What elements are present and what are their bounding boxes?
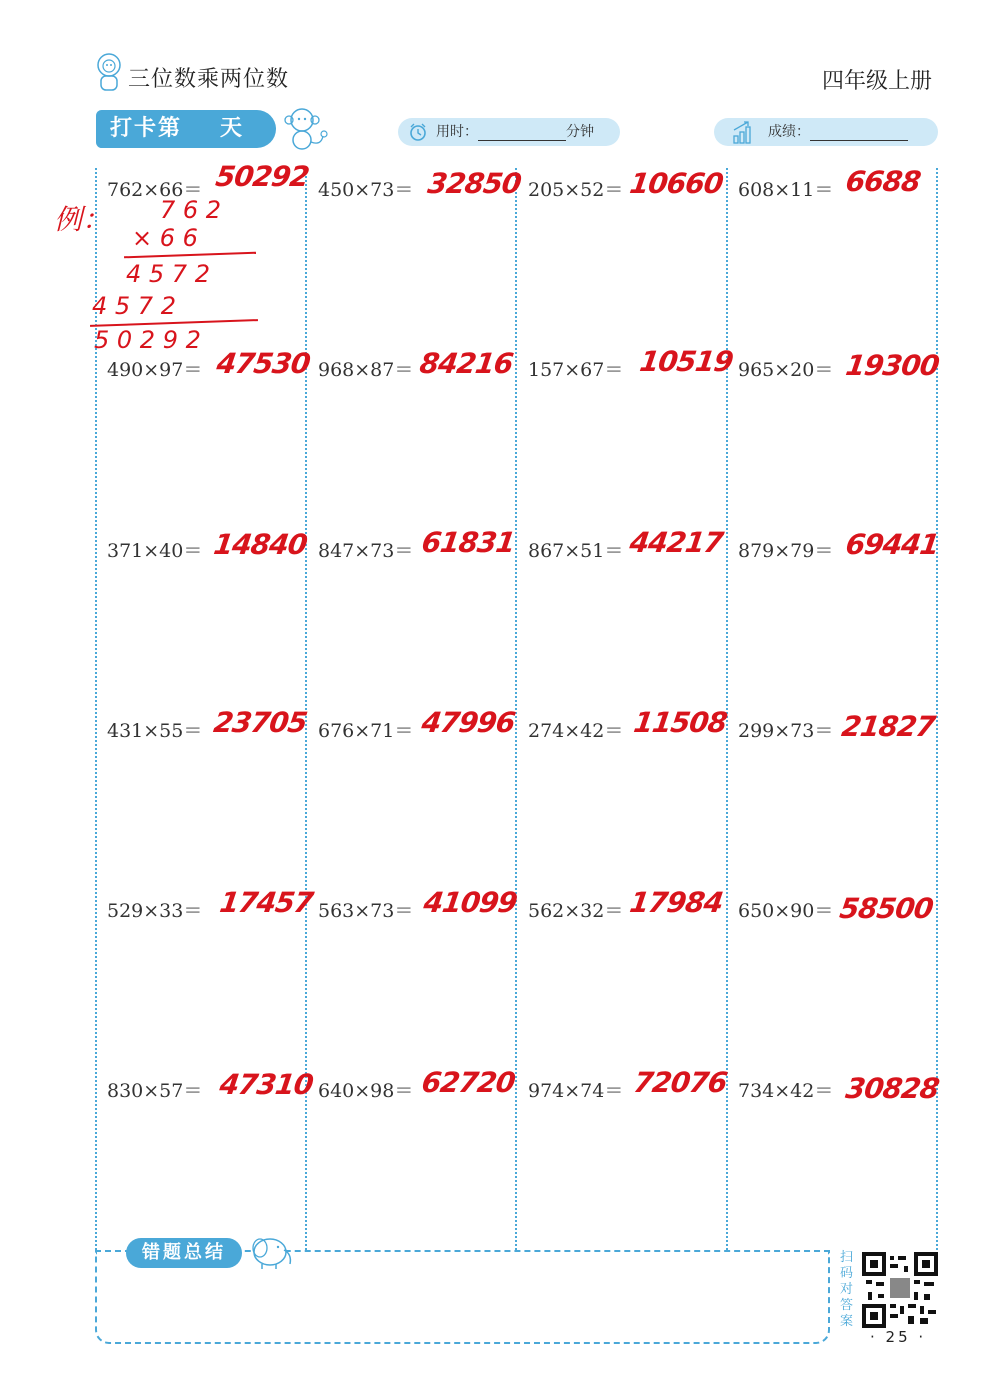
monkey-mascot-icon xyxy=(280,104,330,152)
problem-text: 734×42＝ xyxy=(738,1080,834,1102)
problem-text: 847×73＝ xyxy=(318,540,414,562)
page-title: 三位数乘两位数 xyxy=(128,67,290,92)
problem-text: 965×20＝ xyxy=(738,359,834,381)
handwritten-answer: 41099 xyxy=(421,886,519,919)
handwritten-answer: 17457 xyxy=(217,886,315,919)
problem-text: 762×66＝ xyxy=(107,179,203,201)
checkin-day-suffix: 天 xyxy=(220,116,245,141)
handwritten-answer: 61831 xyxy=(419,526,517,559)
clock-icon xyxy=(408,122,428,142)
handwritten-answer: 6688 xyxy=(843,165,923,198)
problem-text: 640×98＝ xyxy=(318,1080,414,1102)
time-field xyxy=(398,118,620,146)
handwritten-answer: 11508 xyxy=(631,706,729,739)
handwritten-answer: 69441 xyxy=(843,528,941,561)
handwritten-answer: 17984 xyxy=(627,886,725,919)
handwritten-answer: 14840 xyxy=(211,528,309,561)
problem-text: 371×40＝ xyxy=(107,540,203,562)
problem-text: 157×67＝ xyxy=(528,359,624,381)
example-work-line: 4 5 7 2 xyxy=(92,292,176,320)
time-unit: 分钟 xyxy=(566,124,594,140)
problem-text: 676×71＝ xyxy=(318,720,414,742)
problem-text: 274×42＝ xyxy=(528,720,624,742)
problem-text: 205×52＝ xyxy=(528,179,624,201)
qr-code-icon[interactable] xyxy=(862,1252,938,1328)
bar-chart-icon xyxy=(732,120,754,144)
problem-text: 608×11＝ xyxy=(738,179,834,201)
handwritten-answer: 47310 xyxy=(217,1068,315,1101)
handwritten-answer: 30828 xyxy=(843,1072,941,1105)
problem-text: 650×90＝ xyxy=(738,900,834,922)
example-work-line: 5 0 2 9 2 xyxy=(94,326,201,354)
qr-label: 扫码对答案 xyxy=(840,1250,854,1329)
score-label: 成绩： xyxy=(768,124,810,140)
handwritten-answer: 10660 xyxy=(627,167,725,200)
handwritten-answer: 44217 xyxy=(627,526,725,559)
handwritten-answer: 72076 xyxy=(631,1066,729,1099)
checkin-tab xyxy=(96,110,276,148)
problem-text: 974×74＝ xyxy=(528,1080,624,1102)
problem-text: 867×51＝ xyxy=(528,540,624,562)
problem-text: 431×55＝ xyxy=(107,720,203,742)
checkin-label: 打卡第 xyxy=(110,116,183,141)
example-label: 例： xyxy=(54,203,111,236)
time-blank[interactable] xyxy=(478,124,566,141)
handwritten-answer: 84216 xyxy=(417,347,515,380)
example-work-line: 7 6 2 xyxy=(160,196,222,224)
example-work-line: 4 5 7 2 xyxy=(126,260,210,288)
handwritten-answer: 23705 xyxy=(211,706,309,739)
score-blank[interactable] xyxy=(810,124,908,141)
problem-text: 450×73＝ xyxy=(318,179,414,201)
handwritten-answer: 19300 xyxy=(843,349,941,382)
elephant-mascot-icon xyxy=(246,1230,296,1270)
mistake-summary-tab: 错题总结 xyxy=(126,1238,242,1268)
grade-label: 四年级上册 xyxy=(821,69,932,94)
handwritten-answer: 58500 xyxy=(837,892,935,925)
problem-text: 529×33＝ xyxy=(107,900,203,922)
problem-text: 879×79＝ xyxy=(738,540,834,562)
problem-text: 563×73＝ xyxy=(318,900,414,922)
handwritten-answer: 32850 xyxy=(425,167,523,200)
problem-text: 490×97＝ xyxy=(107,359,203,381)
handwritten-answer: 50292 xyxy=(213,160,311,193)
problem-text: 968×87＝ xyxy=(318,359,414,381)
handwritten-answer: 47530 xyxy=(214,347,312,380)
problem-text: 830×57＝ xyxy=(107,1080,203,1102)
problem-text: 299×73＝ xyxy=(738,720,834,742)
handwritten-answer: 10519 xyxy=(637,345,735,378)
lion-mascot-icon xyxy=(92,52,126,92)
page-number: · 25 · xyxy=(870,1328,927,1346)
handwritten-answer: 62720 xyxy=(419,1066,517,1099)
time-label: 用时： xyxy=(436,124,478,140)
handwritten-answer: 47996 xyxy=(419,706,517,739)
handwritten-answer: 21827 xyxy=(839,710,937,743)
problem-text: 562×32＝ xyxy=(528,900,624,922)
example-work-line: × 6 6 xyxy=(132,224,198,252)
